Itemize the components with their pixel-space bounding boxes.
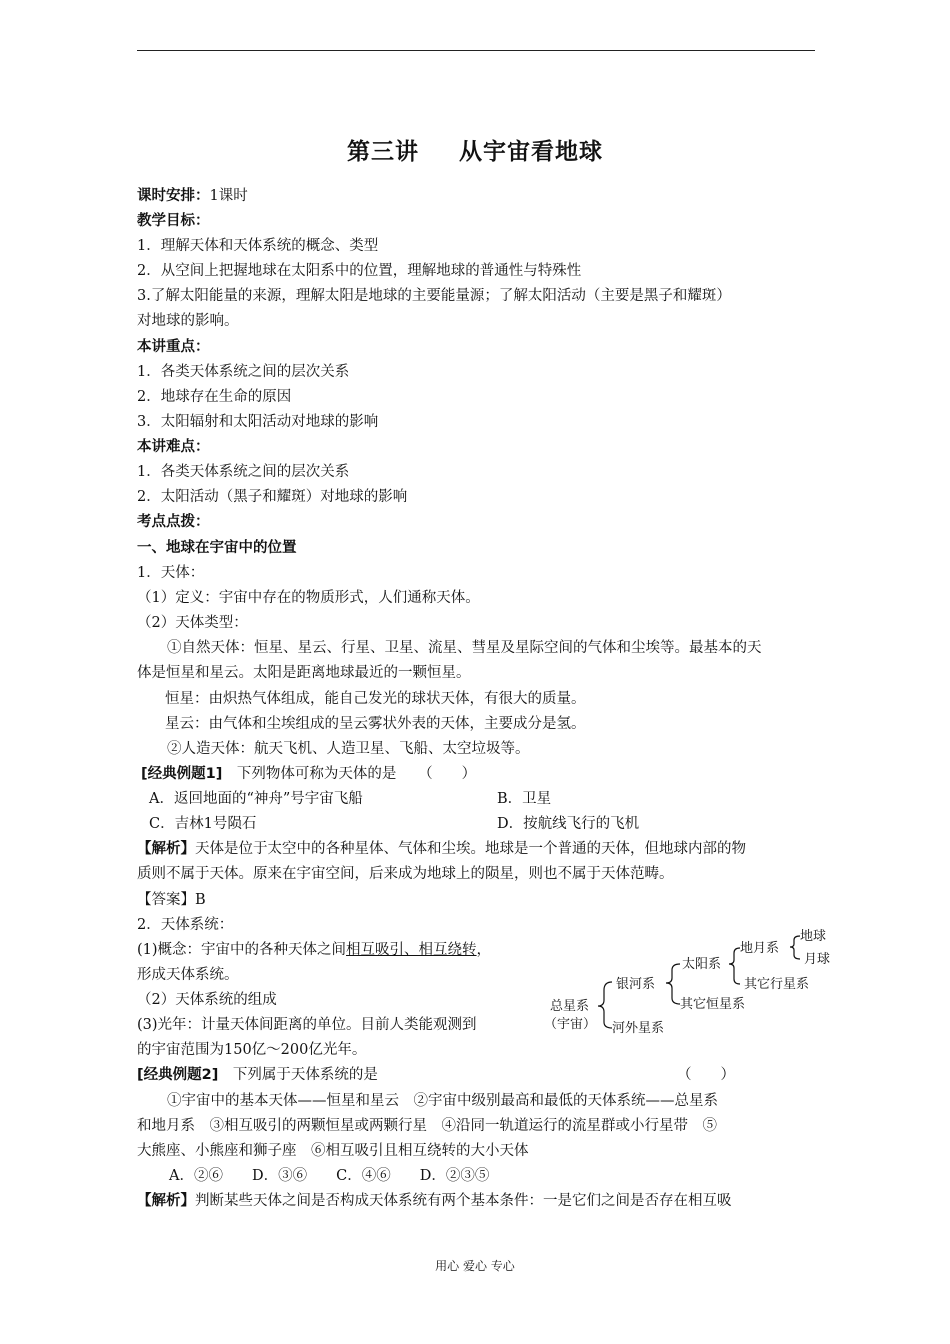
diagram-extragalactic: 河外星系 xyxy=(612,1021,665,1036)
line-heading: 【解析】 xyxy=(137,841,195,857)
line-text: (1)概念：宇宙中的各种天体之间 xyxy=(137,942,347,958)
line-text: B．卫星 xyxy=(497,791,552,807)
brace-earth-moon xyxy=(790,936,800,959)
line-heading: [经典例题1] xyxy=(141,766,223,782)
text-line xyxy=(137,512,210,532)
text-line xyxy=(137,462,349,482)
diagram-earth-moon-system: 地月系 xyxy=(740,941,780,956)
text-line xyxy=(141,764,476,784)
line-text: 和地月系 ③相互吸引的两颗恒星或两颗行星 ④沿同一轨道运行的流星群或小行星带 ⑤ xyxy=(137,1118,717,1134)
text-line xyxy=(497,814,639,834)
title-lecture-number: 第三讲 xyxy=(347,139,419,165)
text-line xyxy=(137,186,248,206)
line-text: 质则不属于天体。原来在宇宙空间，后来成为地球上的陨星，则也不属于天体范畴。 xyxy=(137,866,674,882)
line-heading: 本讲难点： xyxy=(137,439,210,455)
text-line xyxy=(137,437,210,457)
page-footer: 用心 爱心 专心 xyxy=(435,1259,515,1273)
line-text: ②人造天体：航天飞机、人造卫星、飞船、太空垃圾等。 xyxy=(167,741,530,757)
line-text: 3.了解太阳能量的来源，理解太阳是地球的主要能量源；了解太阳活动（主要是黑子和耀斑） xyxy=(137,288,731,304)
line-text: A．②⑥ D．③⑥ C．④⑥ D．②③⑤ xyxy=(169,1168,490,1184)
text-line xyxy=(497,789,551,809)
line-text-tail: ， xyxy=(476,942,492,958)
line-text: 1．各类天体系统之间的层次关系 xyxy=(137,464,350,480)
text-line xyxy=(137,940,491,960)
line-text: 恒星：由炽热气体组成，能自己发光的球状天体，有很大的质量。 xyxy=(165,691,586,707)
text-line xyxy=(167,638,762,658)
brace-solar-system xyxy=(729,948,740,984)
line-text: 2．太阳活动（黑子和耀斑）对地球的影响 xyxy=(137,489,408,505)
line-text: 1．理解天体和天体系统的概念、类型 xyxy=(137,238,379,254)
line-text: （1）定义：宇宙中存在的物质形式，人们通称天体。 xyxy=(137,590,480,606)
line-text: 1．天体： xyxy=(137,565,205,581)
line-text: 体是恒星和星云。太阳是距离地球最近的一颗恒星。 xyxy=(137,665,471,681)
text-line xyxy=(137,538,297,558)
text-line xyxy=(137,311,239,331)
text-line xyxy=(149,814,256,834)
line-heading: 一、地球在宇宙中的位置 xyxy=(137,540,297,556)
text-line xyxy=(167,739,530,759)
text-line xyxy=(169,1166,489,1186)
text-line xyxy=(137,387,291,407)
title-topic: 从宇宙看地球 xyxy=(459,139,603,165)
underlined-text: 相互吸引、相互绕转 xyxy=(346,942,477,958)
text-line xyxy=(137,663,471,683)
diagram-milky-way: 银河系 xyxy=(616,977,656,992)
text-line xyxy=(137,1141,529,1161)
text-line xyxy=(137,236,378,256)
text-line xyxy=(137,864,674,884)
text-line xyxy=(137,965,239,985)
line-text: D．按航线飞行的飞机 xyxy=(497,816,640,832)
text-line xyxy=(137,890,206,910)
text-line xyxy=(137,1191,732,1211)
line-text: (3)光年：计量天体间距离的单位。目前人类能观测到 xyxy=(137,1017,477,1033)
line-text: C．吉林1号陨石 xyxy=(149,816,257,832)
diagram-other-planet-systems: 其它行星系 xyxy=(744,977,810,992)
line-text: 【答案】B xyxy=(137,892,206,908)
diagram-total-galaxy: 总星系 xyxy=(550,999,590,1014)
line-text: 的宇宙范围为150亿～200亿光年。 xyxy=(137,1042,367,1058)
line-text: 天体是位于太空中的各种星体、气体和尘埃。地球是一个普通的天体，但地球内部的物 xyxy=(195,841,746,857)
text-line xyxy=(167,1091,718,1111)
line-text: 2．地球存在生命的原因 xyxy=(137,389,292,405)
line-text: （ ） xyxy=(677,1067,735,1083)
line-text: 对地球的影响。 xyxy=(137,313,239,329)
text-line xyxy=(137,261,581,281)
line-text: （2）天体系统的组成 xyxy=(137,992,277,1008)
line-heading: 教学目标： xyxy=(137,213,210,229)
line-text: ①自然天体：恒星、星云、行星、卫星、流星、彗星及星际空间的气体和尘埃等。最基本的天 xyxy=(167,640,762,656)
line-heading: [经典例题2] xyxy=(137,1067,219,1083)
text-line xyxy=(149,789,363,809)
header-rule xyxy=(137,50,815,51)
line-text: 判断某些天体之间是否构成天体系统有两个基本条件：一是它们之间是否存在相互吸 xyxy=(195,1193,732,1209)
line-text: ①宇宙中的基本天体——恒星和星云 ②宇宙中级别最高和最低的天体系统——总星系 xyxy=(167,1093,718,1109)
text-line xyxy=(137,990,277,1010)
text-line xyxy=(137,286,731,306)
text-line xyxy=(137,337,210,357)
text-line xyxy=(137,1040,366,1060)
line-text: 2．天体系统： xyxy=(137,917,234,933)
text-line xyxy=(137,839,746,859)
text-line xyxy=(165,689,586,709)
line-text: 3．太阳辐射和太阳活动对地球的影响 xyxy=(137,414,379,430)
line-heading: 【解析】 xyxy=(137,1193,195,1209)
diagram-other-star-systems: 其它恒星系 xyxy=(680,997,746,1012)
line-text: 下列物体可称为天体的是 （ ） xyxy=(222,766,477,782)
text-line xyxy=(137,588,480,608)
text-line xyxy=(137,1116,717,1136)
text-line xyxy=(165,714,586,734)
text-line xyxy=(137,412,378,432)
line-text: 下列属于天体系统的是 xyxy=(218,1067,378,1083)
line-text: 形成天体系统。 xyxy=(137,967,239,983)
diagram-moon: 月球 xyxy=(804,952,831,967)
line-text: 1课时 xyxy=(209,188,248,204)
text-line xyxy=(137,563,204,583)
line-heading: 本讲重点： xyxy=(137,339,210,355)
line-text: （2）天体类型： xyxy=(137,615,248,631)
line-text: A．返回地面的“神舟”号宇宙飞船 xyxy=(149,791,363,807)
page-title xyxy=(0,133,950,166)
text-line xyxy=(137,211,210,231)
diagram-solar-system: 太阳系 xyxy=(682,957,722,972)
brace-total xyxy=(598,982,612,1028)
diagram-universe: （宇宙） xyxy=(544,1017,597,1032)
text-line xyxy=(677,1065,735,1085)
text-line xyxy=(137,487,407,507)
celestial-system-diagram xyxy=(540,924,840,1044)
diagram-earth: 地球 xyxy=(800,929,827,944)
line-text: 星云：由气体和尘埃组成的呈云雾状外表的天体，主要成分是氢。 xyxy=(165,716,586,732)
text-line xyxy=(137,362,349,382)
line-text: 2．从空间上把握地球在太阳系中的位置，理解地球的普通性与特殊性 xyxy=(137,263,582,279)
brace-milky-way xyxy=(666,964,680,1004)
text-line xyxy=(137,613,248,633)
line-heading: 课时安排： xyxy=(137,188,210,204)
text-line xyxy=(137,1065,378,1085)
line-text: 1．各类天体系统之间的层次关系 xyxy=(137,364,350,380)
text-line xyxy=(137,1015,477,1035)
line-text: 大熊座、小熊座和狮子座 ⑥相互吸引且相互绕转的大小天体 xyxy=(137,1143,529,1159)
line-heading: 考点点拨： xyxy=(137,514,210,530)
text-line xyxy=(137,915,233,935)
